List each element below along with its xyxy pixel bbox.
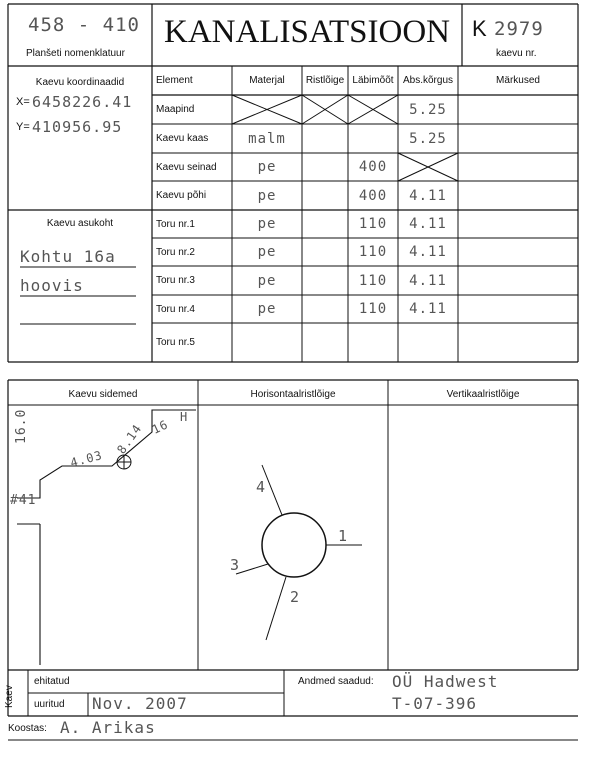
row-cross xyxy=(302,266,348,295)
horizontal-label: Horisontaalristlõige xyxy=(250,389,336,400)
surveyed-label: uuritud xyxy=(34,699,65,710)
col-header-notes: Märkused xyxy=(496,75,540,86)
source-value-2: T-07-396 xyxy=(392,694,478,713)
row-notes xyxy=(458,95,578,124)
dim-label-6: #41 xyxy=(10,493,37,508)
row-cross xyxy=(302,238,348,266)
sidemed-label: Kaevu sidemed xyxy=(68,389,138,400)
well-no-label: kaevu nr. xyxy=(496,48,537,59)
row-cross xyxy=(302,323,348,362)
col-header-material: Materjal xyxy=(249,75,285,86)
row-cross xyxy=(302,153,348,181)
row-notes xyxy=(458,238,578,266)
row-abs xyxy=(398,323,458,362)
row-abs xyxy=(398,153,458,181)
row-element: Kaevu seinad xyxy=(156,161,217,173)
row-material: pe xyxy=(257,244,277,260)
col-header-element: Element xyxy=(156,75,193,86)
well-no-value: 2979 xyxy=(494,18,544,40)
dim-label-4: 16 xyxy=(149,417,171,437)
row-element: Toru nr.3 xyxy=(156,275,195,286)
row-diameter: 110 xyxy=(358,216,388,232)
row-abs: 4.11 xyxy=(409,272,447,289)
row-diameter: 400 xyxy=(358,159,388,175)
pipe-label-3: 3 xyxy=(230,556,241,574)
dim-label-1: 16.0 xyxy=(14,408,29,444)
pipe-label-2: 2 xyxy=(290,588,301,606)
row-diameter: 110 xyxy=(358,301,388,317)
row-material: pe xyxy=(257,301,277,317)
dim-label-5: H xyxy=(180,410,189,424)
row-diameter: 110 xyxy=(358,244,388,260)
author-label: Koostas: xyxy=(8,723,47,734)
col-header-cross: Ristlõige xyxy=(305,75,345,86)
col-header-diameter: Läbimõõt xyxy=(352,75,394,86)
pipe-label-1: 1 xyxy=(338,527,349,545)
row-abs: 4.11 xyxy=(409,187,447,204)
row-diameter: 110 xyxy=(358,272,388,289)
coord-y-prefix: Y= xyxy=(16,121,30,133)
row-notes xyxy=(458,295,578,323)
nomenclature-value: 458 - 410 xyxy=(28,14,140,36)
row-element: Kaevu kaas xyxy=(156,133,209,144)
row-diameter xyxy=(348,124,398,153)
dim-label-3: 8.14 xyxy=(114,421,145,457)
row-material xyxy=(232,95,302,124)
location-line2: hoovis xyxy=(20,276,84,295)
row-element: Maapind xyxy=(156,104,195,115)
row-diameter: 400 xyxy=(358,187,388,204)
row-notes xyxy=(458,124,578,153)
well-no-prefix: K xyxy=(472,16,487,41)
location-line1: Kohtu 16a xyxy=(20,247,116,266)
kaev-label: Kaev xyxy=(4,685,15,708)
page-title: KANALISATSIOON xyxy=(164,14,450,50)
row-abs: 4.11 xyxy=(409,216,447,232)
row-diameter xyxy=(348,95,398,124)
author-value: A. Arikas xyxy=(60,718,156,737)
nomenclature-label: Planšeti nomenklatuur xyxy=(26,48,125,59)
row-element: Kaevu põhi xyxy=(156,190,207,201)
row-notes xyxy=(458,323,578,362)
row-element: Toru nr.4 xyxy=(156,303,195,315)
vertical-label: Vertikaalristlõige xyxy=(446,389,520,400)
row-material: pe xyxy=(257,272,277,289)
coord-x-value: 6458226.41 xyxy=(32,93,133,111)
row-diameter xyxy=(348,323,398,362)
row-cross xyxy=(302,210,348,238)
coord-x-prefix: X= xyxy=(16,96,30,108)
pipe-label-4: 4 xyxy=(256,478,267,496)
row-element: Toru nr.5 xyxy=(156,337,195,348)
source-value-1: OÜ Hadwest xyxy=(392,672,499,691)
built-label: ehitatud xyxy=(34,676,70,687)
row-abs: 4.11 xyxy=(409,301,447,317)
location-label: Kaevu asukoht xyxy=(46,218,114,229)
source-label: Andmed saadud: xyxy=(298,676,374,687)
row-cross xyxy=(302,181,348,210)
row-abs: 5.25 xyxy=(409,130,447,147)
row-element: Toru nr.1 xyxy=(156,218,195,230)
col-header-abs: Abs.kõrgus xyxy=(402,75,454,86)
row-element: Toru nr.2 xyxy=(156,246,195,258)
row-material: malm xyxy=(248,130,286,147)
row-cross xyxy=(302,124,348,153)
row-notes xyxy=(458,181,578,210)
row-cross xyxy=(302,95,348,124)
row-cross xyxy=(302,295,348,323)
coord-y-value: 410956.95 xyxy=(32,118,123,136)
row-material: pe xyxy=(257,159,277,175)
row-material: pe xyxy=(257,216,277,232)
surveyed-value: Nov. 2007 xyxy=(92,694,188,713)
row-notes xyxy=(458,210,578,238)
coords-label: Kaevu koordinaadid xyxy=(35,77,125,88)
row-notes xyxy=(458,153,578,181)
row-notes xyxy=(458,266,578,295)
dim-label-2: 4.03 xyxy=(68,447,105,471)
row-abs: 5.25 xyxy=(409,101,447,118)
row-material xyxy=(232,323,302,362)
row-abs: 4.11 xyxy=(409,244,447,260)
row-material: pe xyxy=(257,187,277,204)
